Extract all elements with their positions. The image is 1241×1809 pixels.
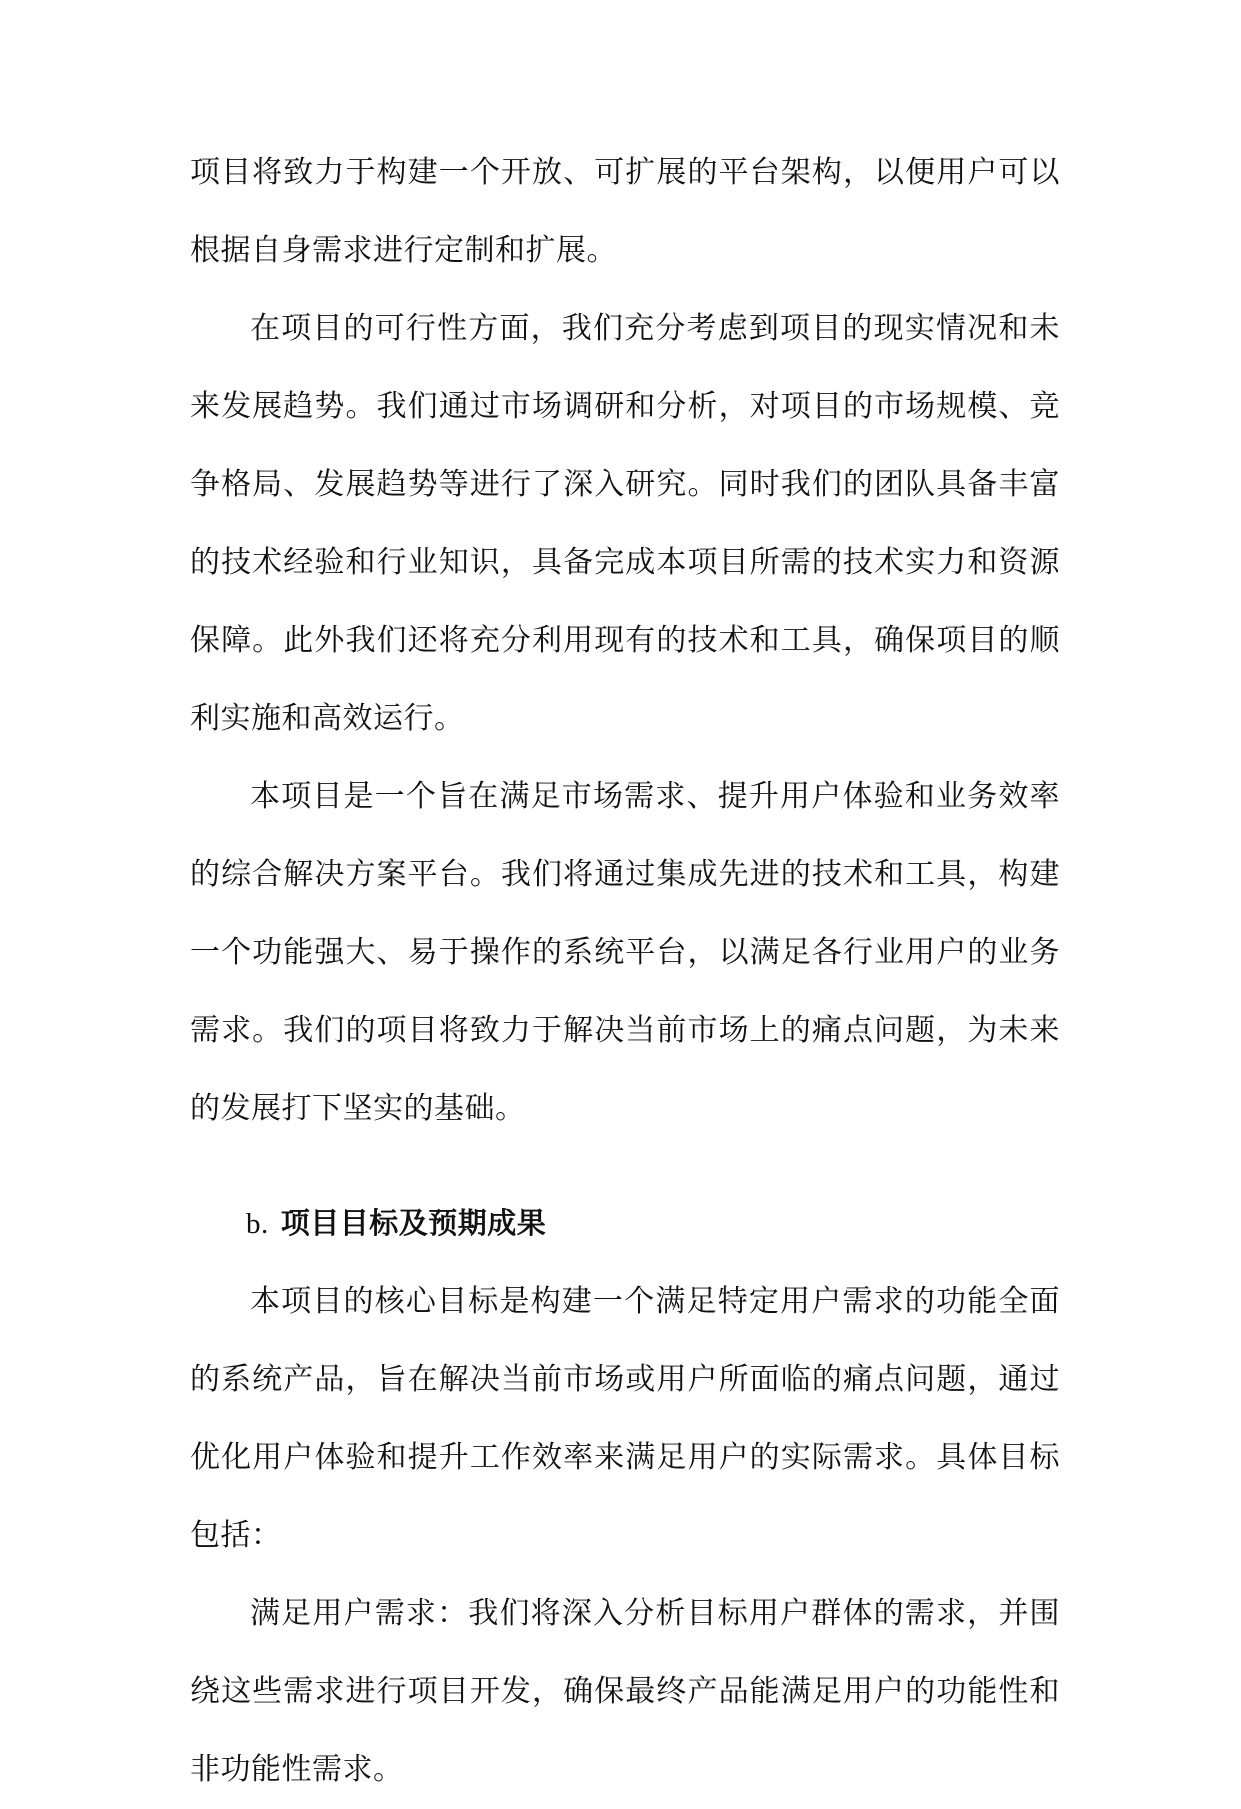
paragraph-core-goal: 本项目的核心目标是构建一个满足特定用户需求的功能全面的系统产品，旨在解决当前市场或用户所面临的痛点问题，通过优化用户体验和提升工作效率来满足用户的实际需求。具体目标包括： xyxy=(190,1284,1060,1553)
paragraph-project-overview: 本项目是一个旨在满足市场需求、提升用户体验和业务效率的综合解决方案平台。我们将通过集成先进的技术和工具，构建一个功能强大、易于操作的系统平台，以满足各行业用户的业务需求。我们的项目将致力于解决当前市场上的痛点问题，为未来的发展打下坚实的基础。 xyxy=(190,779,1060,1126)
paragraph-user-needs: 满足用户需求：我们将深入分析目标用户群体的需求，并围绕这些需求进行项目开发，确保最终产品能满足用户的功能性和非功能性需求。 xyxy=(190,1596,1060,1787)
paragraph-feasibility: 在项目的可行性方面，我们充分考虑到项目的现实情况和未来发展趋势。我们通过市场调研和分析，对项目的市场规模、竞争格局、发展趋势等进行了深入研究。同时我们的团队具备丰富的技术经验和行业知识，具备完成本项目所需的技术实力和资源保障。此外我们还将充分利用现有的技术和工具，确保项目的顺利实施和高效运行。 xyxy=(190,311,1060,736)
section-title: 项目目标及预期成果 xyxy=(280,1206,547,1240)
document-page xyxy=(190,134,1060,1809)
paragraph-platform-architecture: 项目将致力于构建一个开放、可扩展的平台架构，以便用户可以根据自身需求进行定制和扩展。 xyxy=(190,155,1060,268)
section-heading xyxy=(190,1148,1060,1263)
section-number: b. xyxy=(246,1208,269,1240)
